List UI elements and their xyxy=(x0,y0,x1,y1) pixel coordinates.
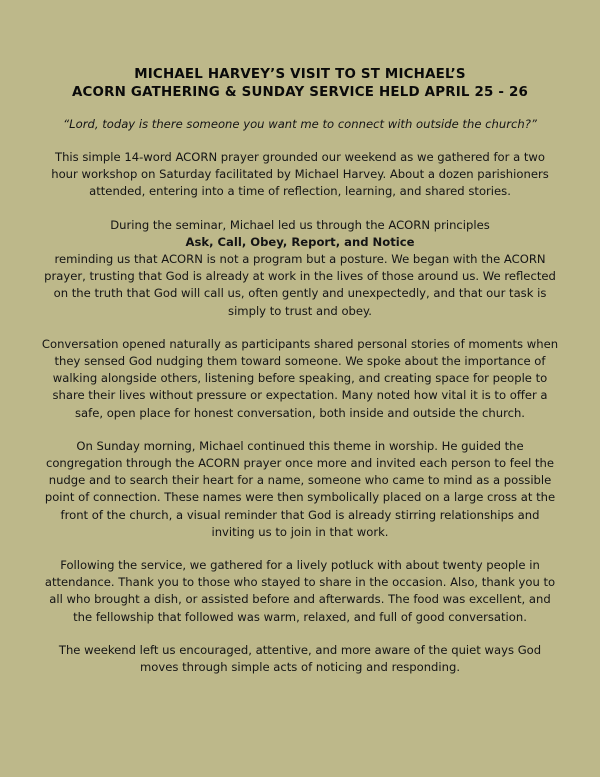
seminar-body: reminding us that ACORN is not a program but a posture. We began with the ACORN prayer, trusting that God is already at work in the lives of those around us. We reflected on the truth that God will call us, often gently and unexpectedly, and that our task is simply to trust and obey. xyxy=(44,252,556,318)
paragraph-closing: The weekend left us encouraged, attentive, and more aware of the quiet ways God moves through simple acts of noticing and responding. xyxy=(58,642,542,675)
title-line-1: MICHAEL HARVEY’S VISIT TO ST MICHAEL’S xyxy=(134,67,466,82)
paragraph-potluck: Following the service, we gathered for a lively potluck with about twenty people in attendance. Thank you to those who stayed to share in the occasion. Also, thank you to all who brought a dish, or assisted before and afterwards. The food was excellent, and the fellowship that followed was warm, relaxed, and full of good conversation. xyxy=(44,558,556,624)
acorn-principles: Ask, Call, Obey, Report, and Notice xyxy=(185,234,415,249)
paragraph-sunday-service: On Sunday morning, Michael continued this theme in worship. He guided the congregation through the ACORN prayer once more and invited each person to feel the nudge and to search their heart for a name, someone who came to mind as a possible point of connection. These names were then symbolically placed on a large cross at the front of the church, a visual reminder that God is already stirring relationships and inviting us to join in that work. xyxy=(44,438,556,539)
article-title xyxy=(40,66,560,102)
paragraph-seminar xyxy=(40,217,560,320)
paragraph-conversation: Conversation opened naturally as participants shared personal stories of moments when they sensed God nudging them toward someone. We spoke about the importance of walking alongside others, listening before speaking, and creating space for people to share their lives without pressure or expectation. Many noted how vital it is to offer a safe, open place for honest conversation, both inside and outside the church. xyxy=(41,336,559,420)
seminar-intro: During the seminar, Michael led us through the ACORN principles xyxy=(110,217,490,232)
acorn-prayer-quote: “Lord, today is there someone you want me to connect with outside the church?” xyxy=(63,117,537,131)
title-line-2: ACORN GATHERING & SUNDAY SERVICE HELD APRIL 25 - 26 xyxy=(71,85,529,100)
paragraph-workshop: This simple 14-word ACORN prayer grounded our weekend as we gathered for a two hour workshop on Saturday facilitated by Michael Harvey. About a dozen parishioners attended, entering into a time of reflection, learning, and shared stories. xyxy=(51,150,549,199)
